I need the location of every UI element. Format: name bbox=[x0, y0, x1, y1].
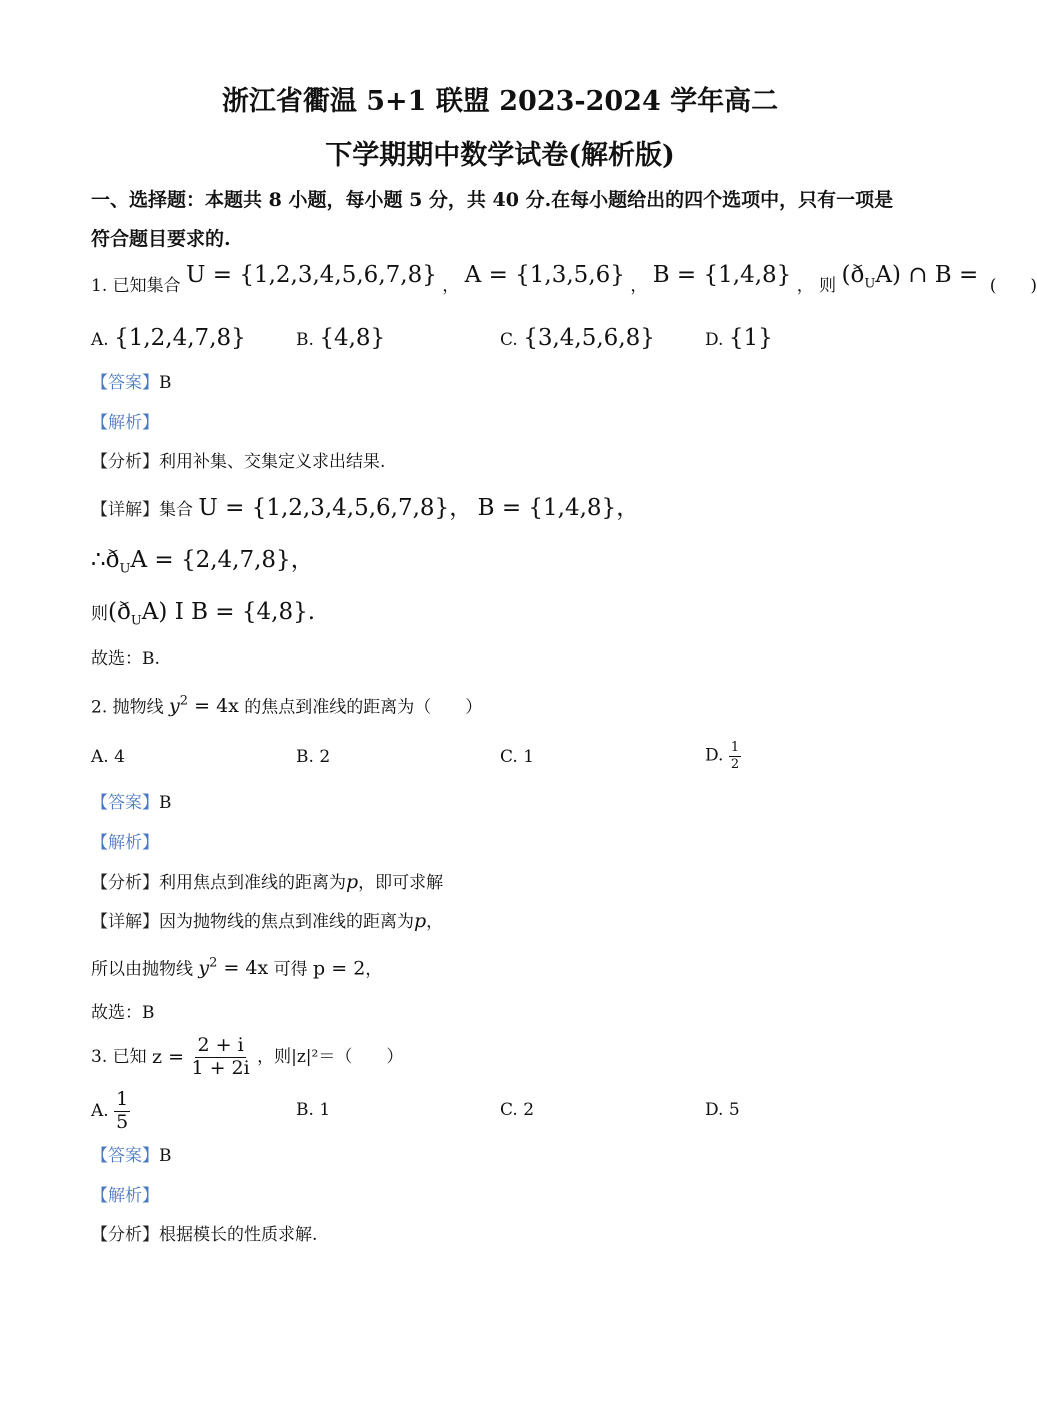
q1-stem: 1. 已知集合 U = {1,2,3,4,5,6,7,8} ， A = {1,3,5,6} ， B = {1,4,8} ， 则 $(ð_UA)$ ∩ B = ( ) bbox=[91, 262, 1037, 296]
q3-stem: 3. 已知 z = $\frac{2 + i}{1 + 2i}$ ，则|z|²＝（ ） bbox=[91, 1034, 404, 1079]
q1-set-A: A = {1,3,5,6} bbox=[464, 262, 625, 288]
q1-step-2: 则$(ð_UA)$ I B = {4,8}. bbox=[91, 599, 316, 629]
q2-analysis-label: 【解析】 bbox=[91, 833, 159, 853]
q2-detail: 【详解】因为抛物线的焦点到准线的距离为p， bbox=[91, 910, 444, 932]
q2-fenxi: 【分析】利用焦点到准线的距离为p，即可求解 bbox=[91, 871, 444, 893]
q1-option-d: D. {1} bbox=[705, 325, 773, 351]
q1-set-B: B = {1,4,8} bbox=[652, 262, 792, 288]
q2-conclusion: 故选：B bbox=[91, 1003, 155, 1023]
q2-option-d: D. $\frac{1}{2}$ bbox=[705, 740, 740, 772]
section-header-line-2: 符合题目要求的. bbox=[91, 228, 231, 250]
q1-fenxi: 【分析】利用补集、交集定义求出结果. bbox=[91, 452, 386, 472]
q2-option-a: A. 4 bbox=[91, 747, 125, 767]
q2-step: 所以由抛物线 $y^2 = 4x$ 可得 p = 2， bbox=[91, 956, 383, 980]
q1-option-c: C. {3,4,5,6,8} bbox=[500, 325, 655, 351]
q1-conclusion: 故选：B. bbox=[91, 649, 160, 669]
q1-option-b: B. {4,8} bbox=[296, 325, 386, 351]
q1-answer-paren: ( ) bbox=[989, 276, 1037, 296]
q1-set-U: U = {1,2,3,4,5,6,7,8} bbox=[186, 262, 437, 288]
q3-analysis-label: 【解析】 bbox=[91, 1186, 159, 1206]
q1-detail: 【详解】集合 U = {1,2,3,4,5,6,7,8}， B = {1,4,8}， bbox=[91, 495, 640, 521]
q1-analysis-label: 【解析】 bbox=[91, 413, 159, 433]
q3-fenxi: 【分析】根据模长的性质求解. bbox=[91, 1225, 318, 1245]
q3-option-c: C. 2 bbox=[500, 1100, 535, 1120]
q2-option-b: B. 2 bbox=[296, 747, 331, 767]
q1-answer: 【答案】B bbox=[91, 373, 172, 393]
title-line-2: 下学期期中数学试卷(解析版) bbox=[325, 140, 675, 171]
q3-option-a: A. $\frac{1}{5}$ bbox=[91, 1088, 129, 1133]
q1-ze: 则 bbox=[819, 276, 837, 296]
q2-stem: 2. 抛物线 $y^2 = 4x$ 的焦点到准线的距离为（ ） bbox=[91, 694, 483, 718]
q1-option-a: A. {1,2,4,7,8} bbox=[91, 325, 246, 351]
section-header-line-1: 一、选择题：本题共 8 小题，每小题 5 分，共 40 分.在每小题给出的四个选项中，只有一项是 bbox=[91, 189, 894, 211]
q3-option-d: D. 5 bbox=[705, 1100, 740, 1120]
q1-step-1: $\therefore ð_UA = \{2,4,7,8\}$， bbox=[91, 547, 314, 577]
title-line-1: 浙江省衢温 5+1 联盟 2023-2024 学年高二 bbox=[221, 86, 779, 117]
q3-answer: 【答案】B bbox=[91, 1146, 172, 1166]
q1-number: 1. bbox=[91, 276, 108, 296]
q3-option-b: B. 1 bbox=[296, 1100, 331, 1120]
q1-stem-text: 已知集合 bbox=[112, 276, 181, 296]
q2-answer: 【答案】B bbox=[91, 793, 172, 813]
q2-option-c: C. 1 bbox=[500, 747, 535, 767]
q1-expression: $(ð_UA)$ ∩ B = bbox=[841, 262, 979, 292]
